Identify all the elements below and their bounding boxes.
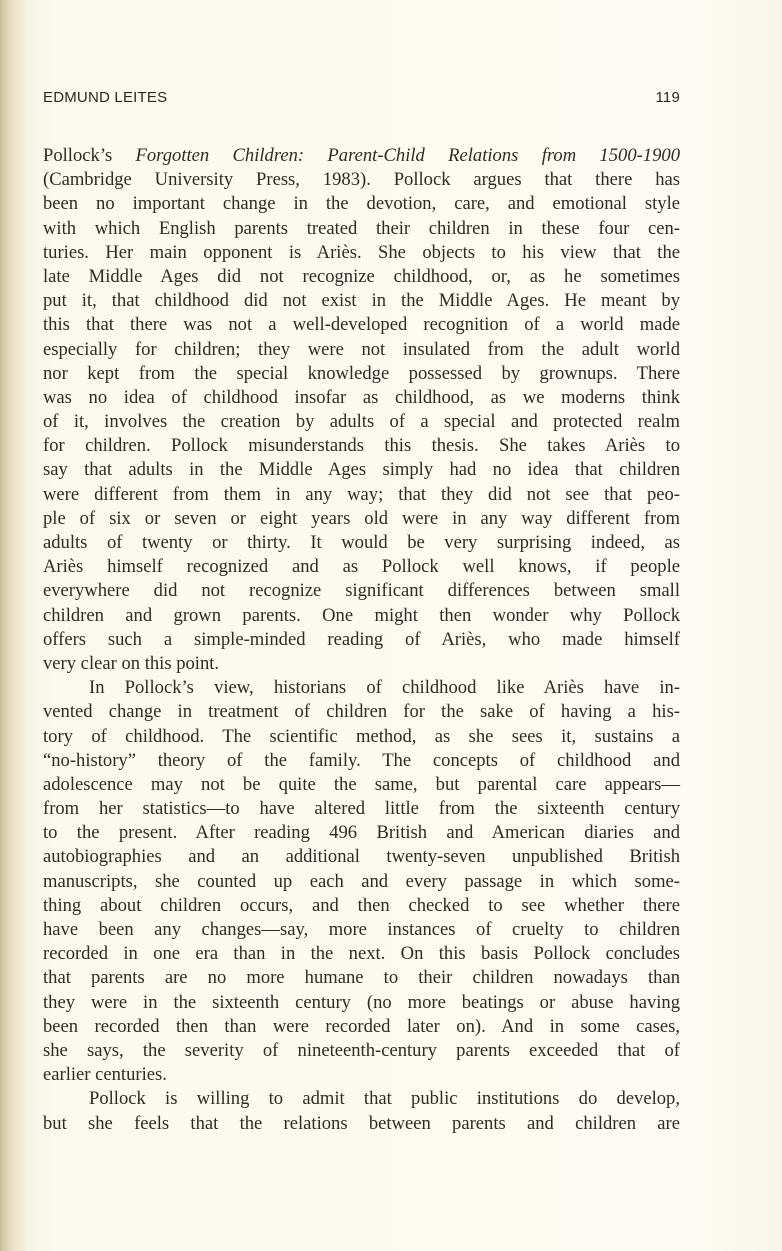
text-line: been recorded then than were recorded later on). And in some cases, xyxy=(43,1015,680,1037)
text-line: especially for children; they were not insulated from the adult world xyxy=(43,338,680,360)
text-line: of it, involves the creation by adults of a special and protected realm xyxy=(43,411,680,433)
running-head xyxy=(43,89,680,109)
text-line: ple of six or seven or eight years old were in any way different from xyxy=(43,507,680,529)
text-line: were different from them in any way; that they did not see that peo- xyxy=(43,483,680,505)
text-line: vented change in treatment of children for the sake of having a his- xyxy=(43,701,680,723)
text-line: thing about children occurs, and then checked to see whether there xyxy=(43,894,680,916)
text-line: earlier centuries. xyxy=(43,1064,167,1086)
text-line: children and grown parents. One might then wonder why Pollock xyxy=(43,604,680,626)
running-head-author: EDMUND LEITES xyxy=(43,89,168,106)
text-line: nor kept from the special knowledge possessed by grownups. There xyxy=(43,362,680,384)
page-number: 119 xyxy=(655,89,680,106)
text-line: “no-history” theory of the family. The concepts of childhood and xyxy=(43,749,680,771)
text-line: with which English parents treated their children in these four cen- xyxy=(43,217,680,239)
text-line: recorded in one era than in the next. On this basis Pollock concludes xyxy=(43,943,680,965)
text-line: for children. Pollock misunderstands this thesis. She takes Ariès to xyxy=(43,435,680,457)
text-line: turies. Her main opponent is Ariès. She objects to his view that the xyxy=(43,241,680,263)
text-line: Ariès himself recognized and as Pollock well knows, if people xyxy=(43,556,680,578)
text-line: manuscripts, she counted up each and every passage in which some- xyxy=(43,870,680,892)
paragraph-1 xyxy=(43,144,680,676)
text-line: they were in the sixteenth century (no more beatings or abuse having xyxy=(43,991,680,1013)
text-line: everywhere did not recognize significant differences between small xyxy=(43,580,680,602)
text-line: In Pollock’s view, historians of childhood like Ariès have in- xyxy=(89,677,680,699)
text-line: to the present. After reading 496 British and American diaries and xyxy=(43,822,680,844)
text-line: say that adults in the Middle Ages simply had no idea that children xyxy=(43,459,680,481)
text-line: offers such a simple-minded reading of Ariès, who made himself xyxy=(43,628,680,650)
text-line: Pollock is willing to admit that public institutions do develop, xyxy=(89,1088,680,1110)
text-line: adolescence may not be quite the same, but parental care appears— xyxy=(43,773,680,795)
text-line: have been any changes—say, more instances of cruelty to children xyxy=(43,919,680,940)
paragraph-3 xyxy=(43,1087,680,1135)
body-text xyxy=(43,144,680,1136)
text-line: from her statistics—to have altered little from the sixteenth century xyxy=(43,798,680,820)
text-line: she says, the severity of nineteenth-century parents exceeded that of xyxy=(43,1039,680,1061)
text-line: adults of twenty or thirty. It would be very surprising indeed, as xyxy=(43,532,680,553)
text-line: but she feels that the relations between parents and children are xyxy=(43,1112,680,1134)
text-line xyxy=(43,144,680,168)
text-line: very clear on this point. xyxy=(43,652,220,674)
text-line: autobiographies and an additional twenty-seven unpublished British xyxy=(43,846,680,868)
text-line: this that there was not a well-developed recognition of a world made xyxy=(43,314,680,336)
book-title-italic: Forgotten Children: Parent-Child Relations from 1500-1900 xyxy=(135,145,680,166)
text-line: was no idea of childhood insofar as childhood, as we moderns think xyxy=(43,386,680,408)
paragraph-2 xyxy=(43,676,680,1087)
text-line: tory of childhood. The scientific method, as she sees it, sustains a xyxy=(43,725,680,747)
text-line: (Cambridge University Press, 1983). Pollock argues that there has xyxy=(43,169,680,191)
text-segment: Pollock’s xyxy=(43,145,136,166)
text-line: put it, that childhood did not exist in the Middle Ages. He meant by xyxy=(43,290,680,312)
text-line: been no important change in the devotion, care, and emotional style xyxy=(43,193,680,215)
text-line: late Middle Ages did not recognize childhood, or, as he sometimes xyxy=(43,265,680,287)
text-line: that parents are no more humane to their children nowadays than xyxy=(43,967,680,989)
